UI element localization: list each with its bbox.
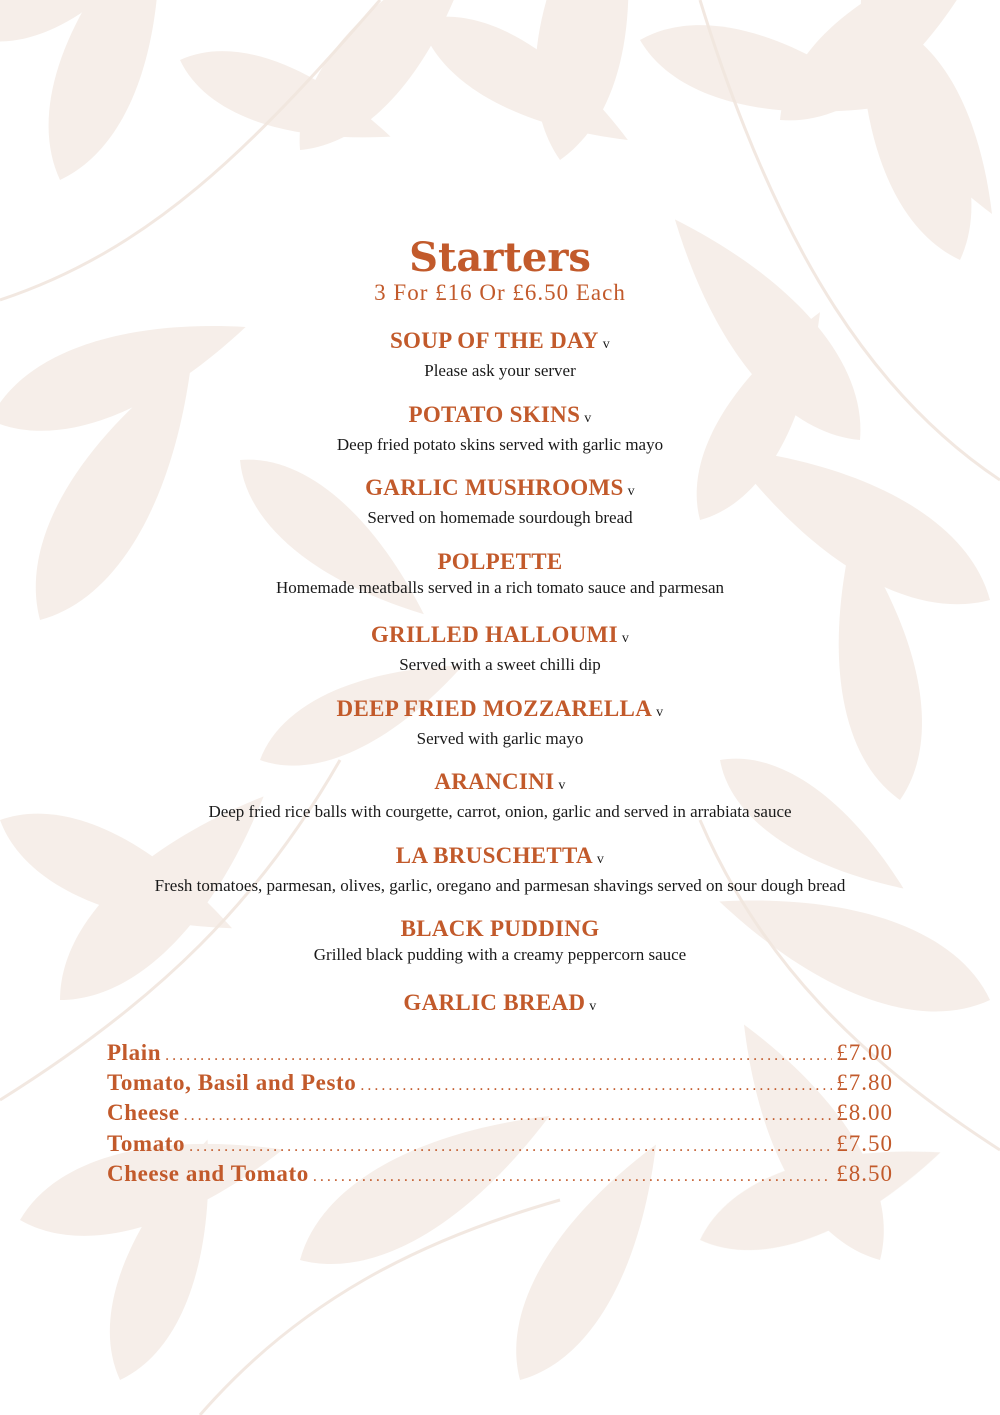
- menu-item-name: [0, 400, 1000, 434]
- vegetarian-badge: v: [596, 851, 605, 867]
- menu-item-name-text: DEEP FRIED MOZZARELLA: [336, 695, 653, 721]
- menu-item-description: Grilled black pudding with a creamy peppercorn sauce: [313, 945, 687, 964]
- menu-item-description: Please ask your server: [424, 361, 576, 380]
- menu-item-description: Homemade meatballs served in a rich tomato sauce and parmesan: [276, 577, 724, 597]
- dot-leader: [184, 1101, 833, 1131]
- option-price: £7.50: [836, 1130, 893, 1156]
- dot-leader: [360, 1071, 832, 1101]
- option-price: £7.80: [836, 1070, 893, 1096]
- menu-item-name-text: POTATO SKINS: [408, 401, 581, 427]
- menu-item: [0, 473, 1000, 547]
- menu-item-name-text: LA BRUSCHETTA: [395, 842, 593, 868]
- option-price: £7.00: [836, 1040, 893, 1065]
- menu-item-description: Served with a sweet chilli dip: [399, 655, 601, 674]
- menu-item-description: Fresh tomatoes, parmesan, olives, garlic, oregano and parmesan shavings served on sour dough bread: [154, 875, 846, 895]
- menu-item-description: Deep fried rice balls with courgette, carrot, onion, garlic and served in arrabiata sauce: [208, 802, 792, 821]
- vegetarian-badge: v: [621, 631, 630, 646]
- menu-item-name: [0, 620, 1000, 654]
- menu-item-name-text: BLACK PUDDING: [400, 916, 600, 941]
- vegetarian-badge: v: [584, 410, 592, 426]
- menu-item: [0, 620, 1000, 694]
- garlic-bread-price-list: [107, 1038, 893, 1189]
- menu-item-name: [0, 841, 1000, 875]
- price-row: [107, 1098, 893, 1128]
- menu-item-name-text: GARLIC BREAD: [403, 989, 586, 1015]
- vegetarian-badge: v: [656, 704, 664, 720]
- option-name: Tomato: [107, 1130, 186, 1156]
- dot-leader: [313, 1162, 832, 1192]
- menu-item-description: Served on homemade sourdough bread: [367, 508, 633, 527]
- menu-item: [0, 914, 1000, 988]
- menu-item: [0, 326, 1000, 400]
- option-name: Plain: [107, 1040, 162, 1065]
- vegetarian-badge: v: [602, 337, 611, 352]
- page-title: Starters: [409, 234, 591, 281]
- menu-item-name-text: GRILLED HALLOUMI: [370, 622, 618, 647]
- vegetarian-badge: v: [627, 484, 635, 499]
- menu-item-name-text: SOUP OF THE DAY: [389, 328, 599, 353]
- price-row: [107, 1038, 893, 1068]
- page-subtitle: 3 For £16 Or £6.50 Each: [374, 280, 626, 305]
- menu-item-description: Deep fried potato skins served with garlic mayo: [336, 434, 664, 454]
- menu-item: [0, 767, 1000, 841]
- starters-list: [0, 326, 1000, 1061]
- price-row: [107, 1068, 893, 1098]
- menu-item-name-text: ARANCINI: [434, 769, 555, 794]
- dot-leader: [165, 1041, 832, 1071]
- menu-item-name: [0, 988, 1000, 1022]
- option-name: Tomato, Basil and Pesto: [107, 1070, 357, 1096]
- dot-leader: [189, 1132, 832, 1162]
- vegetarian-badge: v: [558, 778, 566, 793]
- option-price: £8.50: [836, 1160, 893, 1186]
- menu-item-name-text: POLPETTE: [437, 548, 563, 574]
- menu-item-description: Served with garlic mayo: [416, 728, 584, 748]
- menu-item-name: [0, 547, 1000, 577]
- menu-item-name-text: GARLIC MUSHROOMS: [365, 475, 624, 500]
- menu-item-name: [0, 767, 1000, 801]
- menu-item-name: [0, 914, 1000, 944]
- menu-item: [0, 841, 1000, 915]
- vegetarian-badge: v: [589, 998, 597, 1014]
- menu-item-name: [0, 694, 1000, 728]
- menu-item: [0, 547, 1000, 621]
- price-row: [107, 1129, 893, 1159]
- option-name: Cheese: [107, 1100, 180, 1126]
- menu-item-name: [0, 326, 1000, 360]
- menu-item: [0, 400, 1000, 474]
- price-row: [107, 1159, 893, 1189]
- menu-item: [0, 694, 1000, 768]
- option-name: Cheese and Tomato: [107, 1160, 309, 1186]
- option-price: £8.00: [836, 1100, 893, 1126]
- menu-item-name: [0, 473, 1000, 507]
